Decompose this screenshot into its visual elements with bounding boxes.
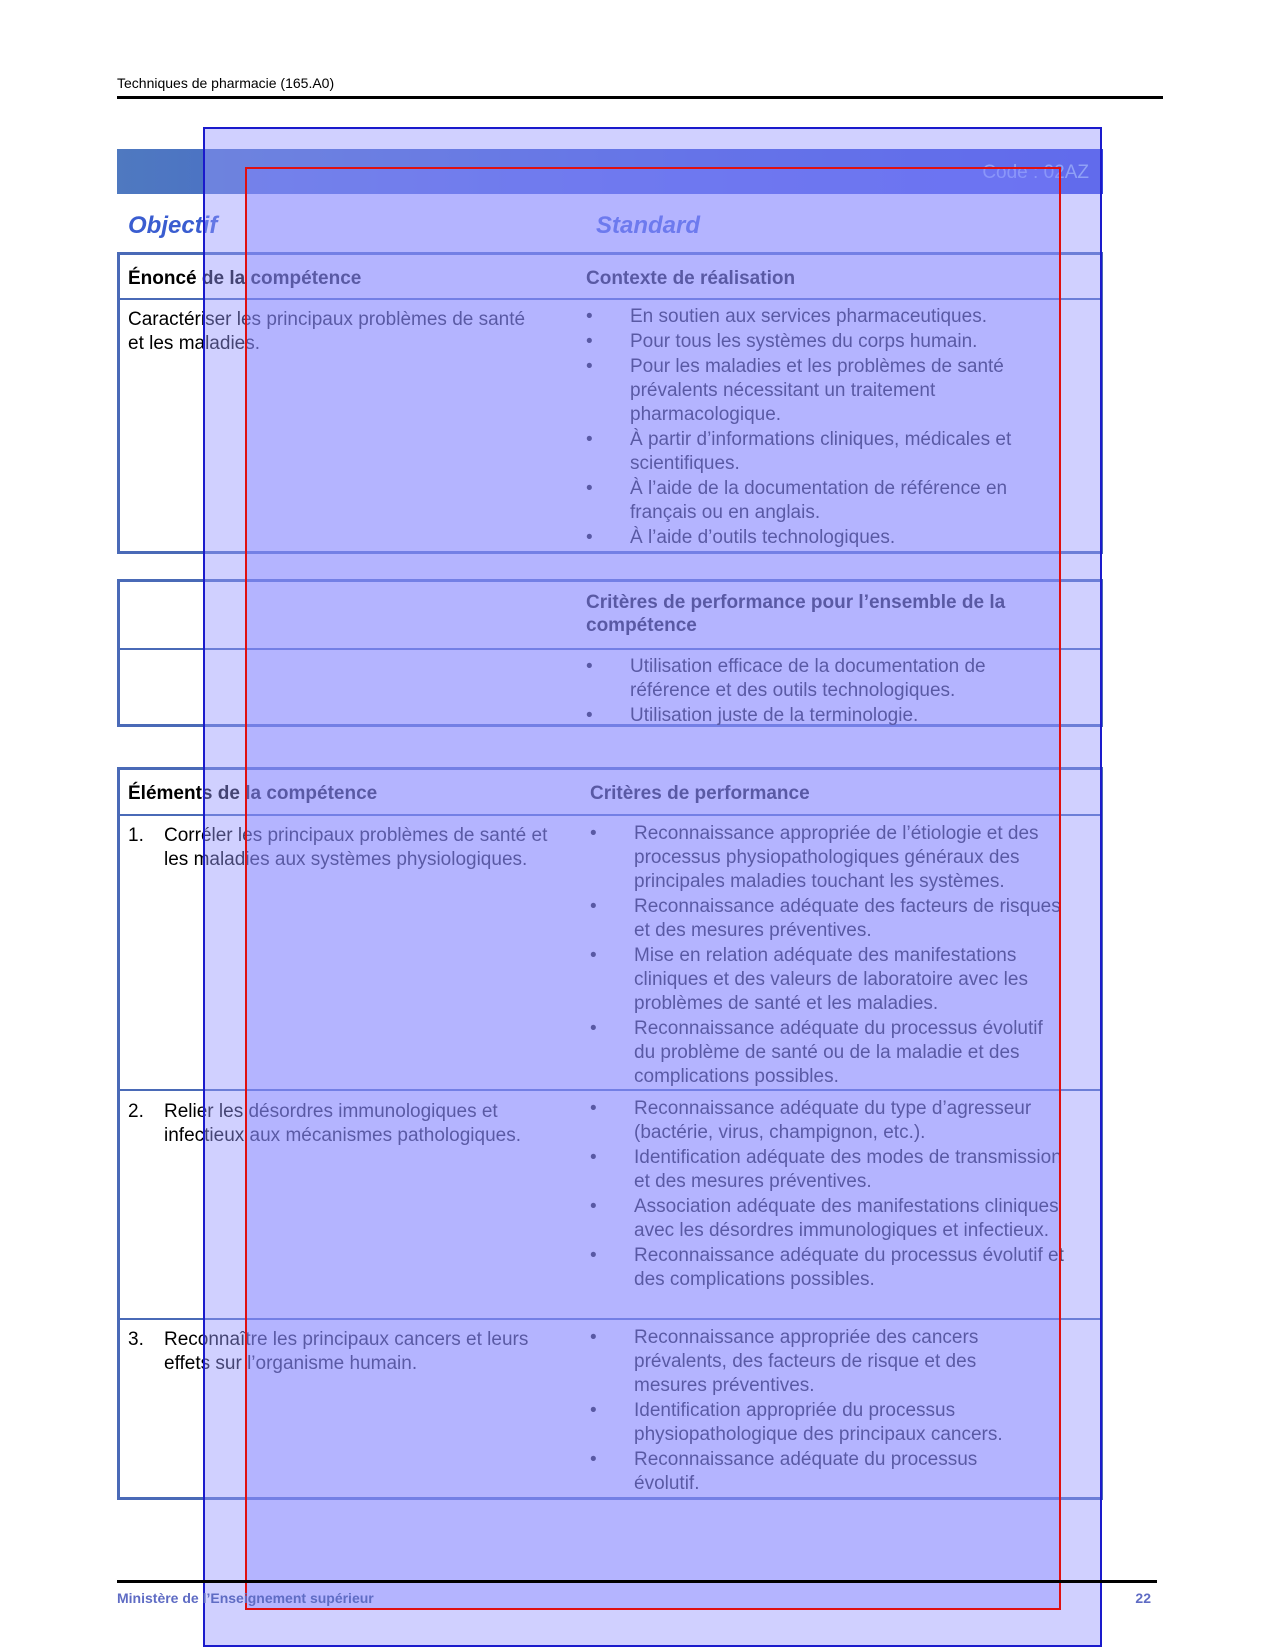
enonce-text-line-1: Caractériser les principaux problèmes de santé [128, 309, 526, 330]
enonce-text-line-2: et les maladies. [128, 333, 261, 354]
page-number: 22 [1135, 1590, 1151, 1606]
element-text: Reconnaître les principaux cancers et leurs effets sur l’organisme humain. [164, 1329, 529, 1374]
element-number: 2. [128, 1101, 144, 1122]
enonce-heading: Énoncé de la compétence [128, 268, 362, 289]
objectif-label: Objectif [128, 212, 218, 239]
list-item: • Reconnaissance appropriée des cancers prévalents, des facteurs de risque et des mesures préventives. [590, 1326, 1010, 1398]
criteres-heading: Critères de performance [590, 783, 810, 804]
header-rule [117, 96, 1163, 99]
element-number: 3. [128, 1329, 144, 1350]
list-item: • Utilisation juste de la terminologie. [586, 704, 1034, 728]
list-item: • Reconnaissance adéquate du processus évolutif du problème de santé ou de la maladie et des complications possibles. [590, 1017, 1066, 1089]
list-item: • Identification adéquate des modes de transmission et des mesures préventives. [590, 1146, 1066, 1194]
list-item: • Reconnaissance adéquate des facteurs de risques et des mesures préventives. [590, 895, 1066, 943]
selection-overlay-inner [245, 167, 1061, 1610]
list-item: • Pour tous les systèmes du corps humain. [586, 330, 1034, 354]
list-item: • Pour les maladies et les problèmes de santé prévalents nécessitant un traitement pharmacologique. [586, 355, 1034, 427]
competency-code: Code : 02AZ [982, 162, 1089, 183]
list-item: • Mise en relation adéquate des manifestations cliniques et des valeurs de laboratoire avec les problèmes de santé et les maladies. [590, 944, 1066, 1016]
footer-rule [117, 1580, 1157, 1583]
criteres-ensemble-heading: Critères de performance pour l’ensemble de la compétence [586, 592, 1006, 636]
standard-label: Standard [596, 212, 701, 239]
list-item: • Association adéquate des manifestations cliniques avec les désordres immunologiques et infectieux. [590, 1195, 1066, 1243]
list-item: • Reconnaissance appropriée de l’étiologie et des processus physiopathologiques généraux des principales maladies touchant les systèmes. [590, 822, 1066, 894]
page-header [117, 76, 1163, 98]
list-item: • À partir d’informations cliniques, médicales et scientifiques. [586, 428, 1034, 476]
element-text: Corréler les principaux problèmes de santé et les maladies aux systèmes physiologiques. [164, 825, 548, 870]
document-title: Techniques de pharmacie (165.A0) [117, 75, 335, 91]
elements-heading: Éléments de la compétence [128, 783, 378, 804]
page-footer [117, 1580, 1157, 1610]
element-number: 1. [128, 825, 144, 846]
list-item: • Utilisation efficace de la documentation de référence et des outils technologiques. [586, 655, 1034, 703]
list-item: • Reconnaissance adéquate du processus évolutif. [590, 1448, 1010, 1496]
element-text: Relier les désordres immunologiques et infectieux aux mécanismes pathologiques. [164, 1101, 521, 1146]
list-item: • Reconnaissance adéquate du type d’agresseur (bactérie, virus, champignon, etc.). [590, 1097, 1066, 1145]
list-item: • À l’aide de la documentation de référence en français ou en anglais. [586, 477, 1034, 525]
list-item: • À l’aide d’outils technologiques. [586, 526, 1034, 550]
contexte-heading: Contexte de réalisation [586, 268, 796, 289]
list-item: • Reconnaissance adéquate du processus évolutif et des complications possibles. [590, 1244, 1066, 1292]
list-item: • Identification appropriée du processus physiopathologique des principaux cancers. [590, 1399, 1010, 1447]
footer-ministry: Ministère de l’Enseignement supérieur [117, 1590, 374, 1606]
list-item: • En soutien aux services pharmaceutiques. [586, 305, 1034, 329]
